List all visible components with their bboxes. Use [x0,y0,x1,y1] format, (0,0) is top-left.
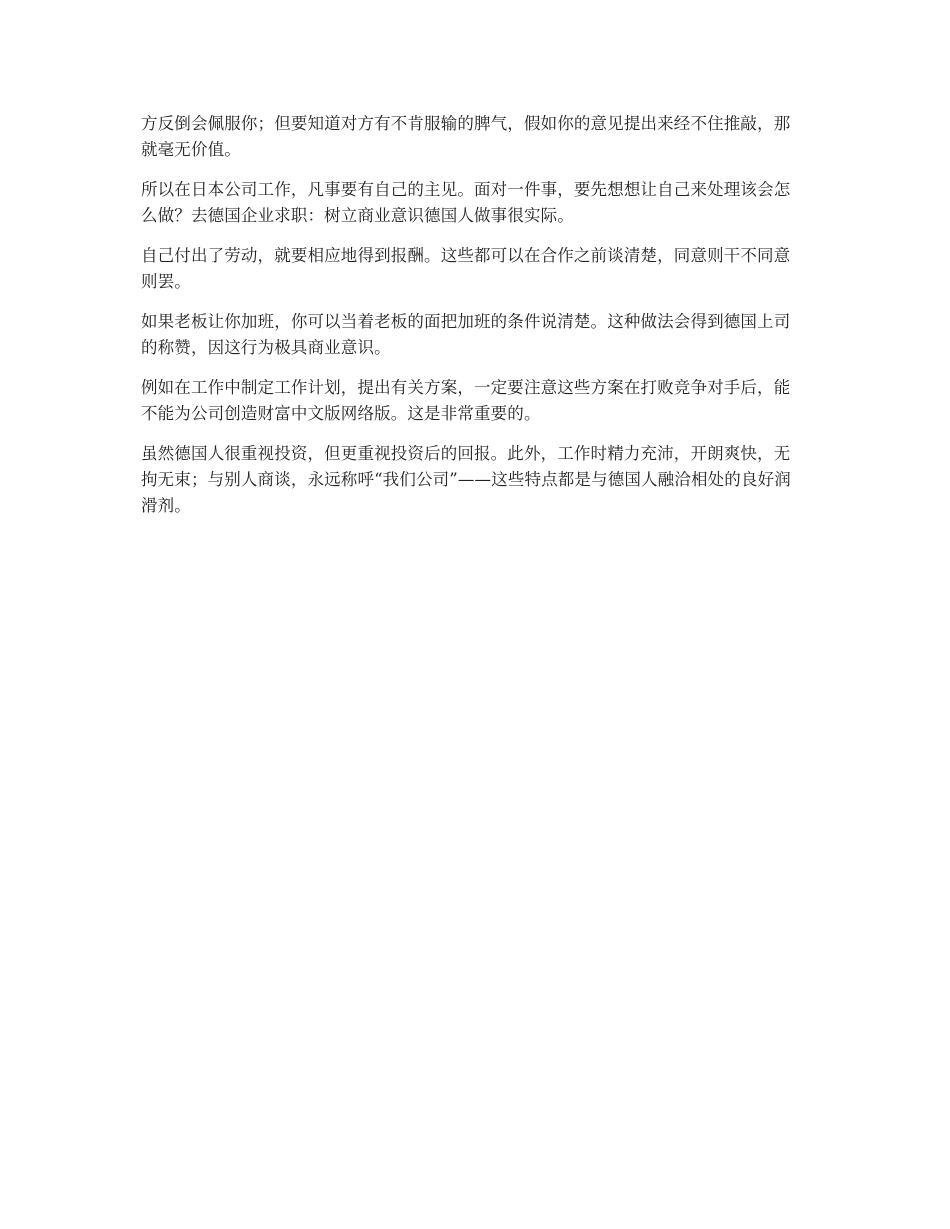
paragraph-line: 所以在日本公司工作，凡事要有自己的主见。面对一件事，要先想想让自己来处理该会怎 [141,180,791,199]
paragraph-line: 方反倒会佩服你；但要知道对方有不肯服输的脾气，假如你的意见提出来经不住推敲，那 [141,114,791,133]
paragraph-line: 么做？去德国企业求职：树立商业意识德国人做事很实际。 [141,206,574,225]
document-body [141,111,809,533]
paragraph-3 [141,243,809,295]
paragraph-line: 虽然德国人很重视投资，但更重视投资后的回报。此外，工作时精力充沛，开朗爽快，无 [141,444,791,463]
paragraph-5 [141,375,809,427]
paragraph-line: 不能为公司创造财富中文版网络版。这是非常重要的。 [141,404,541,423]
paragraph-line: 拘无束；与别人商谈，永远称呼“我们公司”——这些特点都是与德国人融洽相处的良好润 [141,470,791,489]
paragraph-2 [141,177,809,229]
paragraph-line: 滑剂。 [141,496,191,515]
paragraph-line: 的称赞，因这行为极具商业意识。 [141,338,391,357]
paragraph-line: 则罢。 [141,272,191,291]
paragraph-4 [141,309,809,361]
paragraph-1 [141,111,809,163]
paragraph-line: 如果老板让你加班，你可以当着老板的面把加班的条件说清楚。这种做法会得到德国上司 [141,312,791,331]
paragraph-line: 就毫无价值。 [141,140,241,159]
paragraph-6 [141,441,809,519]
paragraph-line: 自己付出了劳动，就要相应地得到报酬。这些都可以在合作之前谈清楚，同意则干不同意 [141,246,791,265]
paragraph-line: 例如在工作中制定工作计划，提出有关方案，一定要注意这些方案在打败竞争对手后，能 [141,378,791,397]
